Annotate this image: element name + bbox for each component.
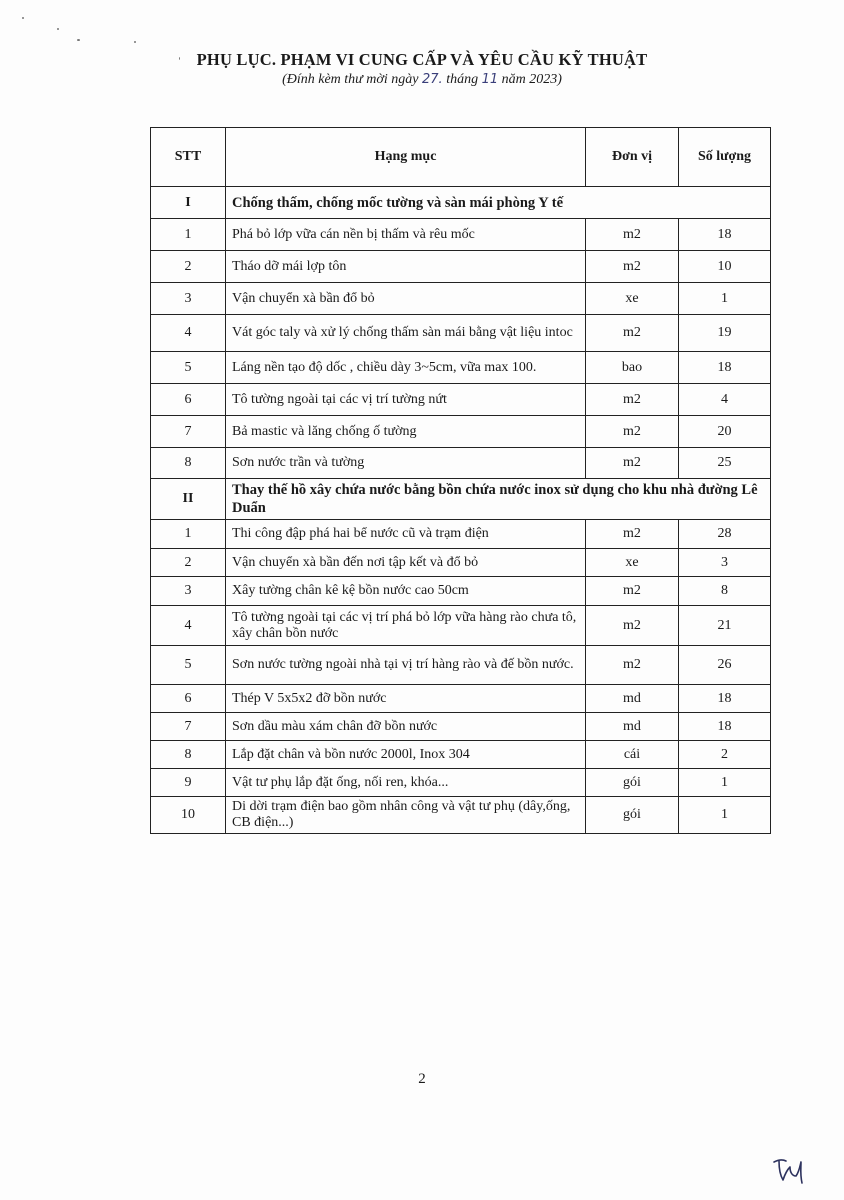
table-row bbox=[151, 577, 771, 606]
header-item: Hạng mục bbox=[226, 128, 586, 187]
row-unit: m2 bbox=[586, 219, 679, 251]
row-qty: 3 bbox=[679, 549, 771, 577]
row-stt: 3 bbox=[151, 283, 226, 315]
document-title: PHỤ LỤC. PHẠM VI CUNG CẤP VÀ YÊU CẦU KỸ THUẬT bbox=[196, 50, 648, 69]
row-qty: 18 bbox=[679, 352, 771, 384]
page-number: 2 bbox=[418, 1071, 426, 1087]
scan-speck bbox=[77, 39, 80, 41]
subtitle-month-word: tháng bbox=[446, 72, 479, 87]
row-item: Thép V 5x5x2 đỡ bồn nước bbox=[226, 685, 586, 713]
header-unit: Đơn vị bbox=[586, 128, 679, 187]
row-unit: m2 bbox=[586, 384, 679, 416]
row-item: Di dời trạm điện bao gồm nhân công và vật tư phụ (dây,ống, CB điện...) bbox=[226, 797, 586, 834]
row-item: Bả mastic và lăng chống ố tường bbox=[226, 416, 586, 448]
table-row bbox=[151, 549, 771, 577]
section-row bbox=[151, 479, 771, 520]
row-stt: 5 bbox=[151, 352, 226, 384]
table-row bbox=[151, 416, 771, 448]
row-qty: 28 bbox=[679, 520, 771, 549]
row-unit: md bbox=[586, 713, 679, 741]
row-stt: 5 bbox=[151, 646, 226, 685]
table-row bbox=[151, 606, 771, 646]
row-item: Sơn nước tường ngoài nhà tại vị trí hàng rào và đế bồn nước. bbox=[226, 646, 586, 685]
row-unit: m2 bbox=[586, 520, 679, 549]
table-row bbox=[151, 797, 771, 834]
row-qty: 1 bbox=[679, 769, 771, 797]
handwritten-month: 11 bbox=[481, 72, 499, 87]
table-row bbox=[151, 646, 771, 685]
row-item: Lắp đặt chân và bồn nước 2000l, Inox 304 bbox=[226, 741, 586, 769]
row-unit: xe bbox=[586, 549, 679, 577]
scan-speck bbox=[57, 28, 59, 30]
row-item: Vật tư phụ lắp đặt ống, nối ren, khóa... bbox=[226, 769, 586, 797]
row-item: Vát góc taly và xử lý chống thấm sàn mái bằng vật liệu intoc bbox=[226, 315, 586, 352]
row-stt: 10 bbox=[151, 797, 226, 834]
row-unit: cái bbox=[586, 741, 679, 769]
handwritten-day: 27. bbox=[422, 72, 443, 87]
row-item: Phá bỏ lớp vữa cán nền bị thấm và rêu mốc bbox=[226, 219, 586, 251]
section-number: II bbox=[151, 479, 226, 520]
row-stt: 7 bbox=[151, 416, 226, 448]
row-qty: 2 bbox=[679, 741, 771, 769]
row-unit: gói bbox=[586, 769, 679, 797]
row-item: Vận chuyển xà bần đổ bỏ bbox=[226, 283, 586, 315]
section-title: Chống thấm, chống mốc tường và sàn mái phòng Y tế bbox=[226, 187, 771, 219]
table-row bbox=[151, 283, 771, 315]
table-row bbox=[151, 352, 771, 384]
row-stt: 1 bbox=[151, 219, 226, 251]
table-row bbox=[151, 520, 771, 549]
row-unit: m2 bbox=[586, 606, 679, 646]
row-item: Thi công đập phá hai bể nước cũ và trạm điện bbox=[226, 520, 586, 549]
subtitle-suffix: năm 2023) bbox=[501, 72, 562, 87]
row-qty: 19 bbox=[679, 315, 771, 352]
row-qty: 8 bbox=[679, 577, 771, 606]
row-stt: 4 bbox=[151, 315, 226, 352]
row-item: Tô tường ngoài tại các vị trí tường nứt bbox=[226, 384, 586, 416]
scan-speck bbox=[22, 17, 24, 19]
table-row bbox=[151, 315, 771, 352]
header-qty: Số lượng bbox=[679, 128, 771, 187]
subtitle-prefix: (Đính kèm thư mời ngày bbox=[282, 72, 419, 87]
row-unit: md bbox=[586, 685, 679, 713]
row-unit: m2 bbox=[586, 577, 679, 606]
table-row bbox=[151, 685, 771, 713]
section-row bbox=[151, 187, 771, 219]
row-unit: bao bbox=[586, 352, 679, 384]
row-item: Sơn nước trần và tường bbox=[226, 448, 586, 479]
row-stt: 6 bbox=[151, 685, 226, 713]
row-qty: 1 bbox=[679, 797, 771, 834]
row-qty: 20 bbox=[679, 416, 771, 448]
row-stt: 8 bbox=[151, 448, 226, 479]
table-row bbox=[151, 384, 771, 416]
table-row bbox=[151, 741, 771, 769]
row-item: Vận chuyển xà bần đến nơi tập kết và đổ bỏ bbox=[226, 549, 586, 577]
table-row bbox=[151, 448, 771, 479]
section-title: Thay thế hồ xây chứa nước bằng bồn chứa nước inox sử dụng cho khu nhà đường Lê Duẩn bbox=[226, 479, 771, 520]
row-stt: 6 bbox=[151, 384, 226, 416]
row-stt: 7 bbox=[151, 713, 226, 741]
row-unit: gói bbox=[586, 797, 679, 834]
section-number: I bbox=[151, 187, 226, 219]
row-unit: m2 bbox=[586, 251, 679, 283]
table-row bbox=[151, 219, 771, 251]
handwritten-initials-signature bbox=[770, 1150, 810, 1186]
row-stt: 8 bbox=[151, 741, 226, 769]
row-stt: 4 bbox=[151, 606, 226, 646]
row-qty: 26 bbox=[679, 646, 771, 685]
row-qty: 18 bbox=[679, 685, 771, 713]
row-item: Tháo dỡ mái lợp tôn bbox=[226, 251, 586, 283]
row-qty: 21 bbox=[679, 606, 771, 646]
row-stt: 1 bbox=[151, 520, 226, 549]
table-row bbox=[151, 769, 771, 797]
row-qty: 25 bbox=[679, 448, 771, 479]
scope-table bbox=[150, 127, 771, 834]
row-qty: 1 bbox=[679, 283, 771, 315]
row-stt: 2 bbox=[151, 549, 226, 577]
row-item: Sơn dầu màu xám chân đỡ bồn nước bbox=[226, 713, 586, 741]
row-qty: 4 bbox=[679, 384, 771, 416]
row-item: Xây tường chân kê kệ bồn nước cao 50cm bbox=[226, 577, 586, 606]
row-stt: 3 bbox=[151, 577, 226, 606]
row-unit: m2 bbox=[586, 416, 679, 448]
row-unit: m2 bbox=[586, 448, 679, 479]
row-qty: 18 bbox=[679, 219, 771, 251]
table-header-row bbox=[151, 128, 771, 187]
row-item: Tô tường ngoài tại các vị trí phá bỏ lớp vữa hàng rào chưa tô, xây chân bồn nước bbox=[226, 606, 586, 646]
row-unit: m2 bbox=[586, 315, 679, 352]
row-qty: 10 bbox=[679, 251, 771, 283]
header-stt: STT bbox=[151, 128, 226, 187]
table-row bbox=[151, 713, 771, 741]
table-row bbox=[151, 251, 771, 283]
row-unit: xe bbox=[586, 283, 679, 315]
row-item: Láng nền tạo độ dốc , chiều dày 3~5cm, vữa max 100. bbox=[226, 352, 586, 384]
row-qty: 18 bbox=[679, 713, 771, 741]
document-subtitle bbox=[0, 72, 844, 88]
row-unit: m2 bbox=[586, 646, 679, 685]
row-stt: 2 bbox=[151, 251, 226, 283]
row-stt: 9 bbox=[151, 769, 226, 797]
scan-speck bbox=[134, 41, 136, 43]
